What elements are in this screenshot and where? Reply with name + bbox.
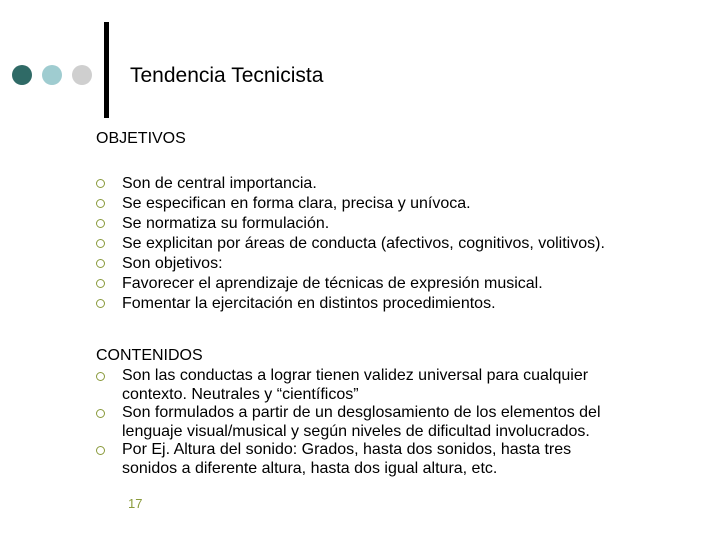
slide-title: Tendencia Tecnicista <box>130 64 324 87</box>
list-item-text: Se especifican en forma clara, precisa y unívoca. <box>122 195 471 212</box>
bullet-icon <box>96 279 105 288</box>
list-item <box>96 404 601 441</box>
list-item-text-line2: contexto. Neutrales y “científicos” <box>122 385 359 403</box>
bullet-icon <box>96 446 105 455</box>
bullet-icon <box>96 179 105 188</box>
bullet-icon <box>96 372 105 381</box>
list-item-text-line2: lenguaje visual/musical y según niveles de dificultad involucrados. <box>122 422 590 440</box>
list-item-text: Son de central importancia. <box>122 175 317 192</box>
list-item-text: Se normatiza su formulación. <box>122 215 330 232</box>
list-item <box>96 214 605 234</box>
bullet-icon <box>96 199 105 208</box>
objetivos-list <box>96 174 605 314</box>
bullet-icon <box>96 409 105 418</box>
page-number: 17 <box>128 496 143 511</box>
list-item <box>96 174 605 194</box>
list-item <box>96 294 605 314</box>
list-item-text-line2: sonidos a diferente altura, hasta dos igual altura, etc. <box>122 459 498 477</box>
title-divider-bar <box>104 22 109 118</box>
decor-dot-gray <box>72 65 92 85</box>
list-item <box>96 254 605 274</box>
decor-dot-light <box>42 65 62 85</box>
list-item <box>96 234 605 254</box>
list-item-text-line1: Por Ej. Altura del sonido: Grados, hasta dos sonidos, hasta tres <box>122 441 572 458</box>
list-item <box>96 367 601 404</box>
bullet-icon <box>96 299 105 308</box>
contenidos-list <box>96 367 601 478</box>
bullet-icon <box>96 219 105 228</box>
list-item-text-line1: Son las conductas a lograr tienen validez universal para cualquier <box>122 367 589 384</box>
objetivos-heading: OBJETIVOS <box>96 130 186 147</box>
list-item-text: Son objetivos: <box>122 255 223 272</box>
list-item <box>96 274 605 294</box>
list-item-text: Favorecer el aprendizaje de técnicas de expresión musical. <box>122 275 543 292</box>
bullet-icon <box>96 239 105 248</box>
bullet-icon <box>96 259 105 268</box>
list-item <box>96 194 605 214</box>
list-item-text: Se explicitan por áreas de conducta (afectivos, cognitivos, volitivos). <box>122 235 605 252</box>
contenidos-heading: CONTENIDOS <box>96 347 203 364</box>
list-item-text-line1: Son formulados a partir de un desglosamiento de los elementos del <box>122 404 601 421</box>
list-item <box>96 441 601 478</box>
decor-dot-dark <box>12 65 32 85</box>
list-item-text: Fomentar la ejercitación en distintos procedimientos. <box>122 295 496 312</box>
